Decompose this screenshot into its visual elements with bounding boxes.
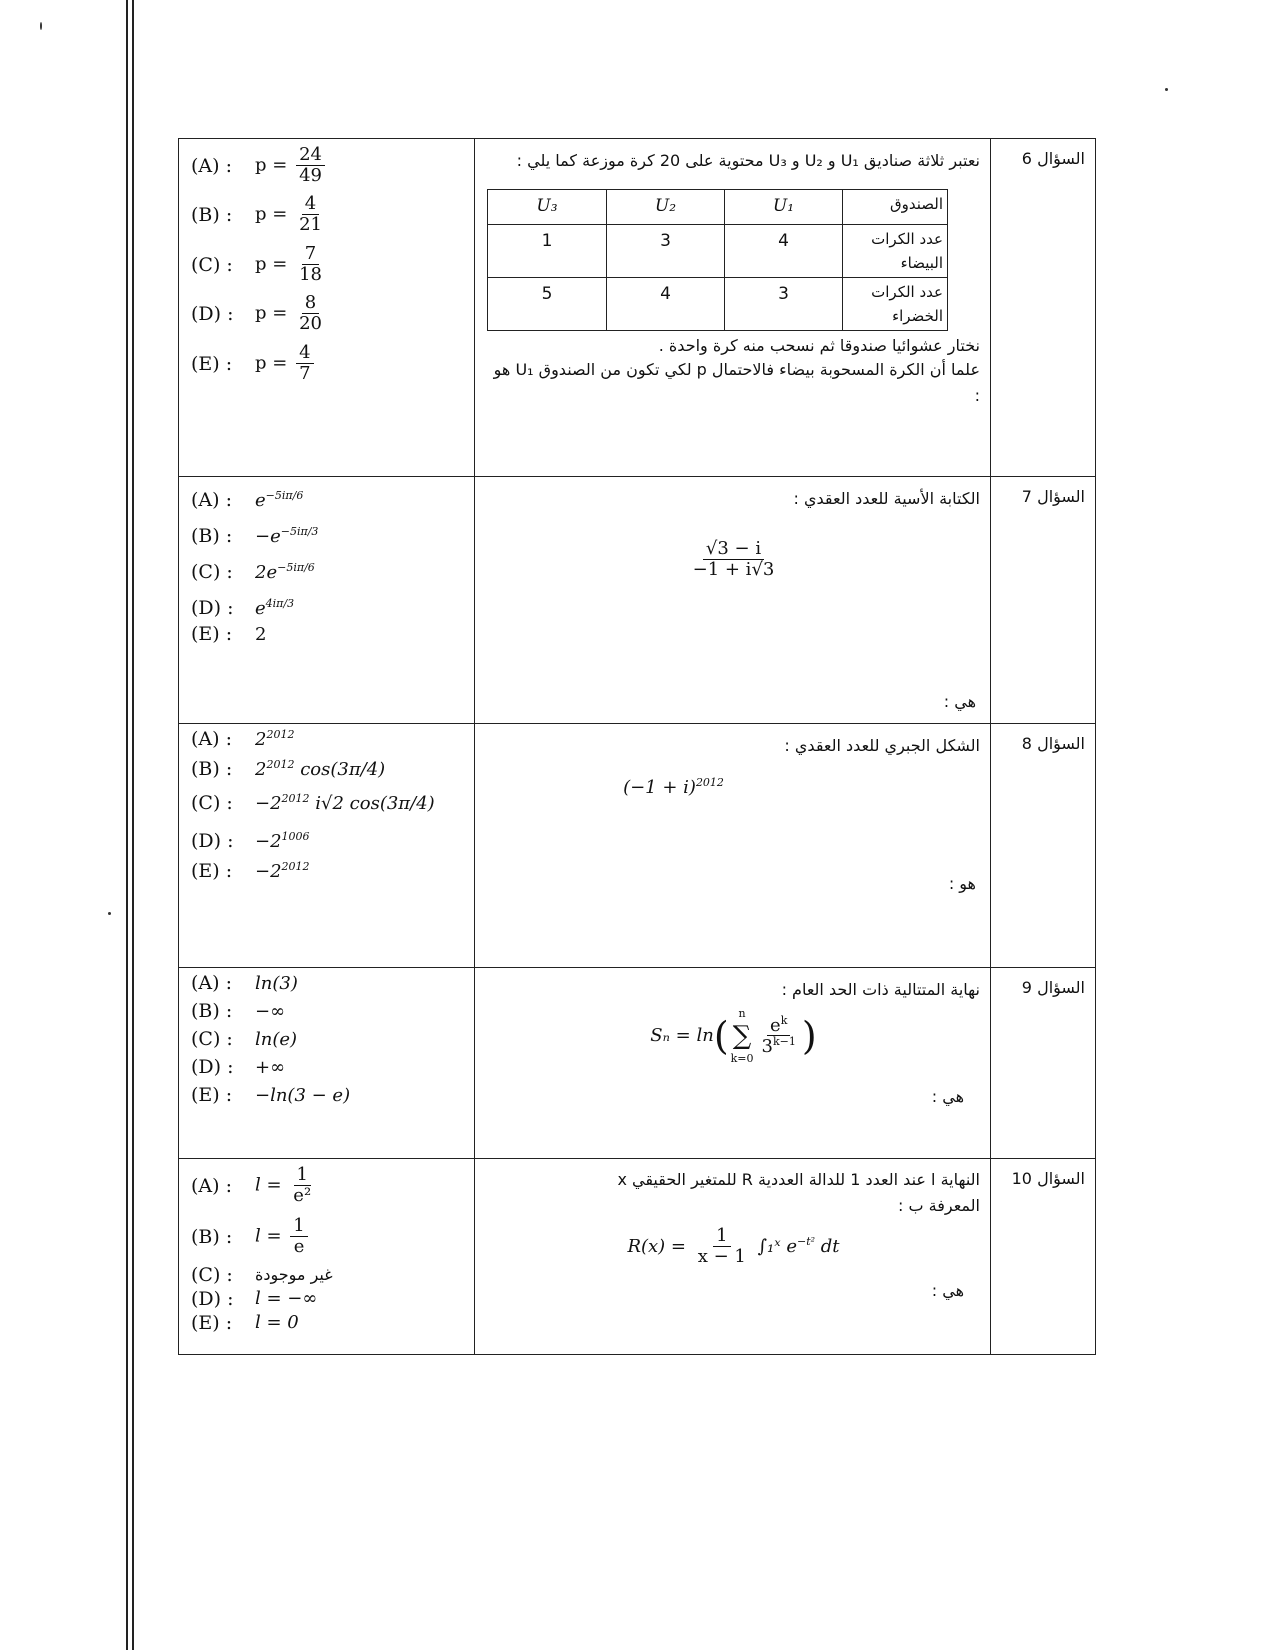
option-a: (A) : $2^{2012}$: [191, 728, 295, 750]
option-b: (B) : l = $\frac{1}{e}$: [191, 1216, 474, 1257]
complex-expression: $\frac{√3 - i}{-1 + i√3}$: [692, 538, 775, 580]
question-number: السؤال 6: [1021, 149, 1085, 168]
question-statement: نعتبر ثلاثة صناديق U₁ و U₂ و U₃ محتوية على 20 كرة موزعة كما يلي :: [516, 151, 980, 170]
question-draw-text: نختار عشوائيا صندوقا ثم نسحب منه كرة واحدة .: [658, 335, 980, 355]
question-number: السؤال 7: [1021, 487, 1085, 506]
question-number-cell: [991, 477, 1096, 724]
question-row-7: [179, 477, 1096, 724]
question-row-6: [179, 139, 1096, 477]
boxes-white-row: عدد الكرات البيضاء 4 3 1: [488, 224, 948, 277]
option-b: (B) : $2^{2012}$ cos(3π/4): [191, 758, 386, 780]
question-number: السؤال 9: [1021, 978, 1085, 997]
option-a: (A) : $e^{-5i\pi/6}$: [191, 489, 304, 511]
question-text-cell: [475, 724, 991, 968]
answer-options-cell: [179, 1159, 475, 1355]
option-b: (B) : p = $\frac{4}{21}$: [191, 193, 322, 236]
option-c: (C) : p = $\frac{7}{18}$: [191, 242, 322, 285]
answer-options-cell: [179, 477, 475, 724]
binder-margin-line: [126, 0, 128, 1650]
question-number: السؤال 8: [1021, 734, 1085, 753]
question-statement: نهاية المتتالية ذات الحد العام :: [781, 980, 980, 999]
option-e: (E) : l = 0: [191, 1311, 299, 1334]
option-e: (E) : $-2^{2012}$: [191, 860, 310, 882]
question-statement-2: المعرفة ب :: [898, 1195, 980, 1215]
question-conditional-text: علما أن الكرة المسحوبة بيضاء فالاحتمال p لكي تكون من الصندوق U₁ هو :: [493, 360, 980, 405]
question-ending: هي :: [931, 1281, 964, 1300]
question-ending: هي :: [943, 692, 976, 711]
answer-options-cell: [179, 139, 475, 477]
scan-speck: [1165, 88, 1168, 91]
option-d: (D) : +∞: [191, 1056, 286, 1078]
question-statement: الشكل الجبري للعدد العقدي :: [784, 736, 980, 755]
option-e: (E) : p = $\frac{4}{7}$: [191, 343, 474, 384]
question-ending: هو :: [948, 874, 976, 893]
integral-expression: R(x) = $\frac{1}{x - 1}$ ∫₁ˣ $e^{-t^2}$ dt: [627, 1225, 840, 1267]
option-c: (C) : $2e^{-5i\pi/6}$: [191, 561, 315, 583]
question-row-10: [179, 1159, 1096, 1355]
question-ending: هي :: [931, 1087, 964, 1106]
answer-options-cell: [179, 968, 475, 1159]
boxes-green-row: عدد الكرات الخضراء 3 4 5: [488, 277, 948, 330]
binder-margin-line: [132, 0, 134, 1650]
question-text-cell: [475, 477, 991, 724]
sequence-expression: Sₙ = ln( n ∑ k=0 $\frac{e^k}{3^{k-1}}$ ): [650, 1007, 817, 1066]
question-text-cell: [475, 139, 991, 477]
option-b: (B) : −∞: [191, 1000, 286, 1022]
option-e: (E) : 2: [191, 623, 267, 645]
option-c: (C) : ln(e): [191, 1028, 298, 1050]
question-number-cell: [991, 1159, 1096, 1355]
question-text-cell: [475, 968, 991, 1159]
question-number-cell: [991, 139, 1096, 477]
option-e: (E) : −ln(3 − e): [191, 1084, 351, 1106]
option-a: (A) : ln(3): [191, 972, 298, 994]
scan-speck: [40, 22, 42, 30]
boxes-table: [487, 189, 948, 331]
option-d: (D) : l = −∞: [191, 1287, 318, 1310]
option-c: (C) : غير موجودة: [191, 1263, 333, 1286]
question-number: السؤال 10: [1011, 1169, 1085, 1188]
answer-options-cell: [179, 724, 475, 968]
question-number-cell: [991, 724, 1096, 968]
question-statement: النهاية l عند العدد 1 للدالة العددية R للمتغير الحقيقي x: [617, 1170, 980, 1189]
option-b: (B) : $-e^{-5i\pi/3}$: [191, 525, 319, 547]
question-row-8: [179, 724, 1096, 968]
question-text-cell: [475, 1159, 991, 1355]
question-row-9: [179, 968, 1096, 1159]
option-a: (A) : l = $\frac{1}{\text{e²}}$: [191, 1164, 312, 1206]
complex-power-expression: $(-1 + i)^{2012}$: [623, 776, 724, 798]
option-a: (A) : p = $\frac{24}{49}$: [191, 145, 474, 186]
question-number-cell: [991, 968, 1096, 1159]
scan-speck: [108, 912, 111, 915]
boxes-header-row: الصندوق U₁ U₂ U₃: [488, 190, 948, 225]
option-d: (D) : $-2^{1006}$: [191, 830, 310, 852]
question-statement: الكتابة الأسية للعدد العقدي :: [793, 489, 980, 508]
option-d: (D) : $e^{4i\pi/3}$: [191, 597, 295, 619]
exam-questions-table: [178, 138, 1096, 1355]
option-c: (C) : $-2^{2012}$ i√2 cos(3π/4): [191, 792, 435, 814]
option-d: (D) : p = $\frac{8}{20}$: [191, 292, 322, 335]
